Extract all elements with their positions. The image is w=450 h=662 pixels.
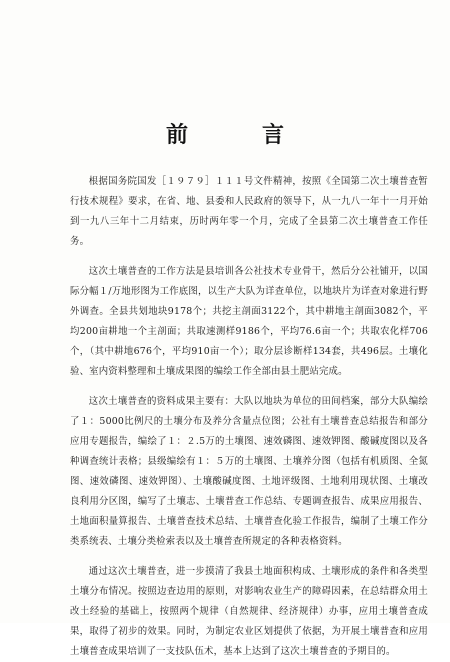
paragraph-2: 这次土壤普查的工作方法是县培训各公社技术专业骨干，然后分公社铺开，以国际分幅１/万地形图为工作底图，以生产大队为详查单位，以地块片为详查对象进行野外调查。全县共划地块9178个；共挖主剖面3122个，其中耕地主剖面3082个，平均200亩耕地一个主剖面；共取速测样9186个，平均76.6亩一个；共取农化样706个，（其中耕地676个，平均910亩一个）；取分层诊断样134套，共496层。土壤化验、室内资料整理和土壤成果图的编绘工作全部由县土肥站完成。 <box>70 266 428 377</box>
paragraph-3: 这次土壤普查的资料成果主要有：大队以地块为单位的田间档案，部分大队编绘了１：5000比例尺的土壤分布及养分含量点位图；公社有土壤普查总结报告和部分应用专题报告，编绘了１：２.5万的土壤图、速效磷图、速效钾图、酸碱度图以及各种调查统计表格；县级编绘有１：５万的土壤图、土壤养分图（包括有机质图、全氮图、速效磷图、速效钾图）、土壤酸碱度图、土地评级图、土地利用现状图、土壤改良利用分区图，编写了土壤志、土壤普查工作总结、专题调查报告、成果应用报告、土地面积量算报告、土壤普查技术总结、土壤普查化验工作报告，编制了土壤工作分类系统表、土壤分类检索表以及土壤普查所规定的各种表格资料。 <box>70 396 428 547</box>
body-text <box>70 172 428 662</box>
page-title: 前 言 <box>165 123 310 148</box>
paragraph-1: 根据国务院国发［１９７９］１１１号文件精神，按照《全国第二次土壤普查暂行技术规程》要求，在省、地、县委和人民政府的领导下，从一九八一年十一月开始到一九八三年十二月结束，历时两年零一个月，完成了全县第二次土壤普查工作任务。 <box>70 176 428 247</box>
paragraph-4: 通过这次土壤普查，进一步摸清了我县土地面积构成、土壤形成的条件和各类型土壤分布情况。按照边查边用的原则，对影响农业生产的障碍因素，在总结群众用土改土经验的基础上，按照两个规律（自然规律、经济规律）办事，应用土壤普查成果，取得了初步的效果。同时，为制定农业区划提供了依据，为开展土壤普查和应用土壤普查成果培训了一支技队伍术，基本上达到了这次土壤普查的予期目的。 <box>70 566 428 657</box>
